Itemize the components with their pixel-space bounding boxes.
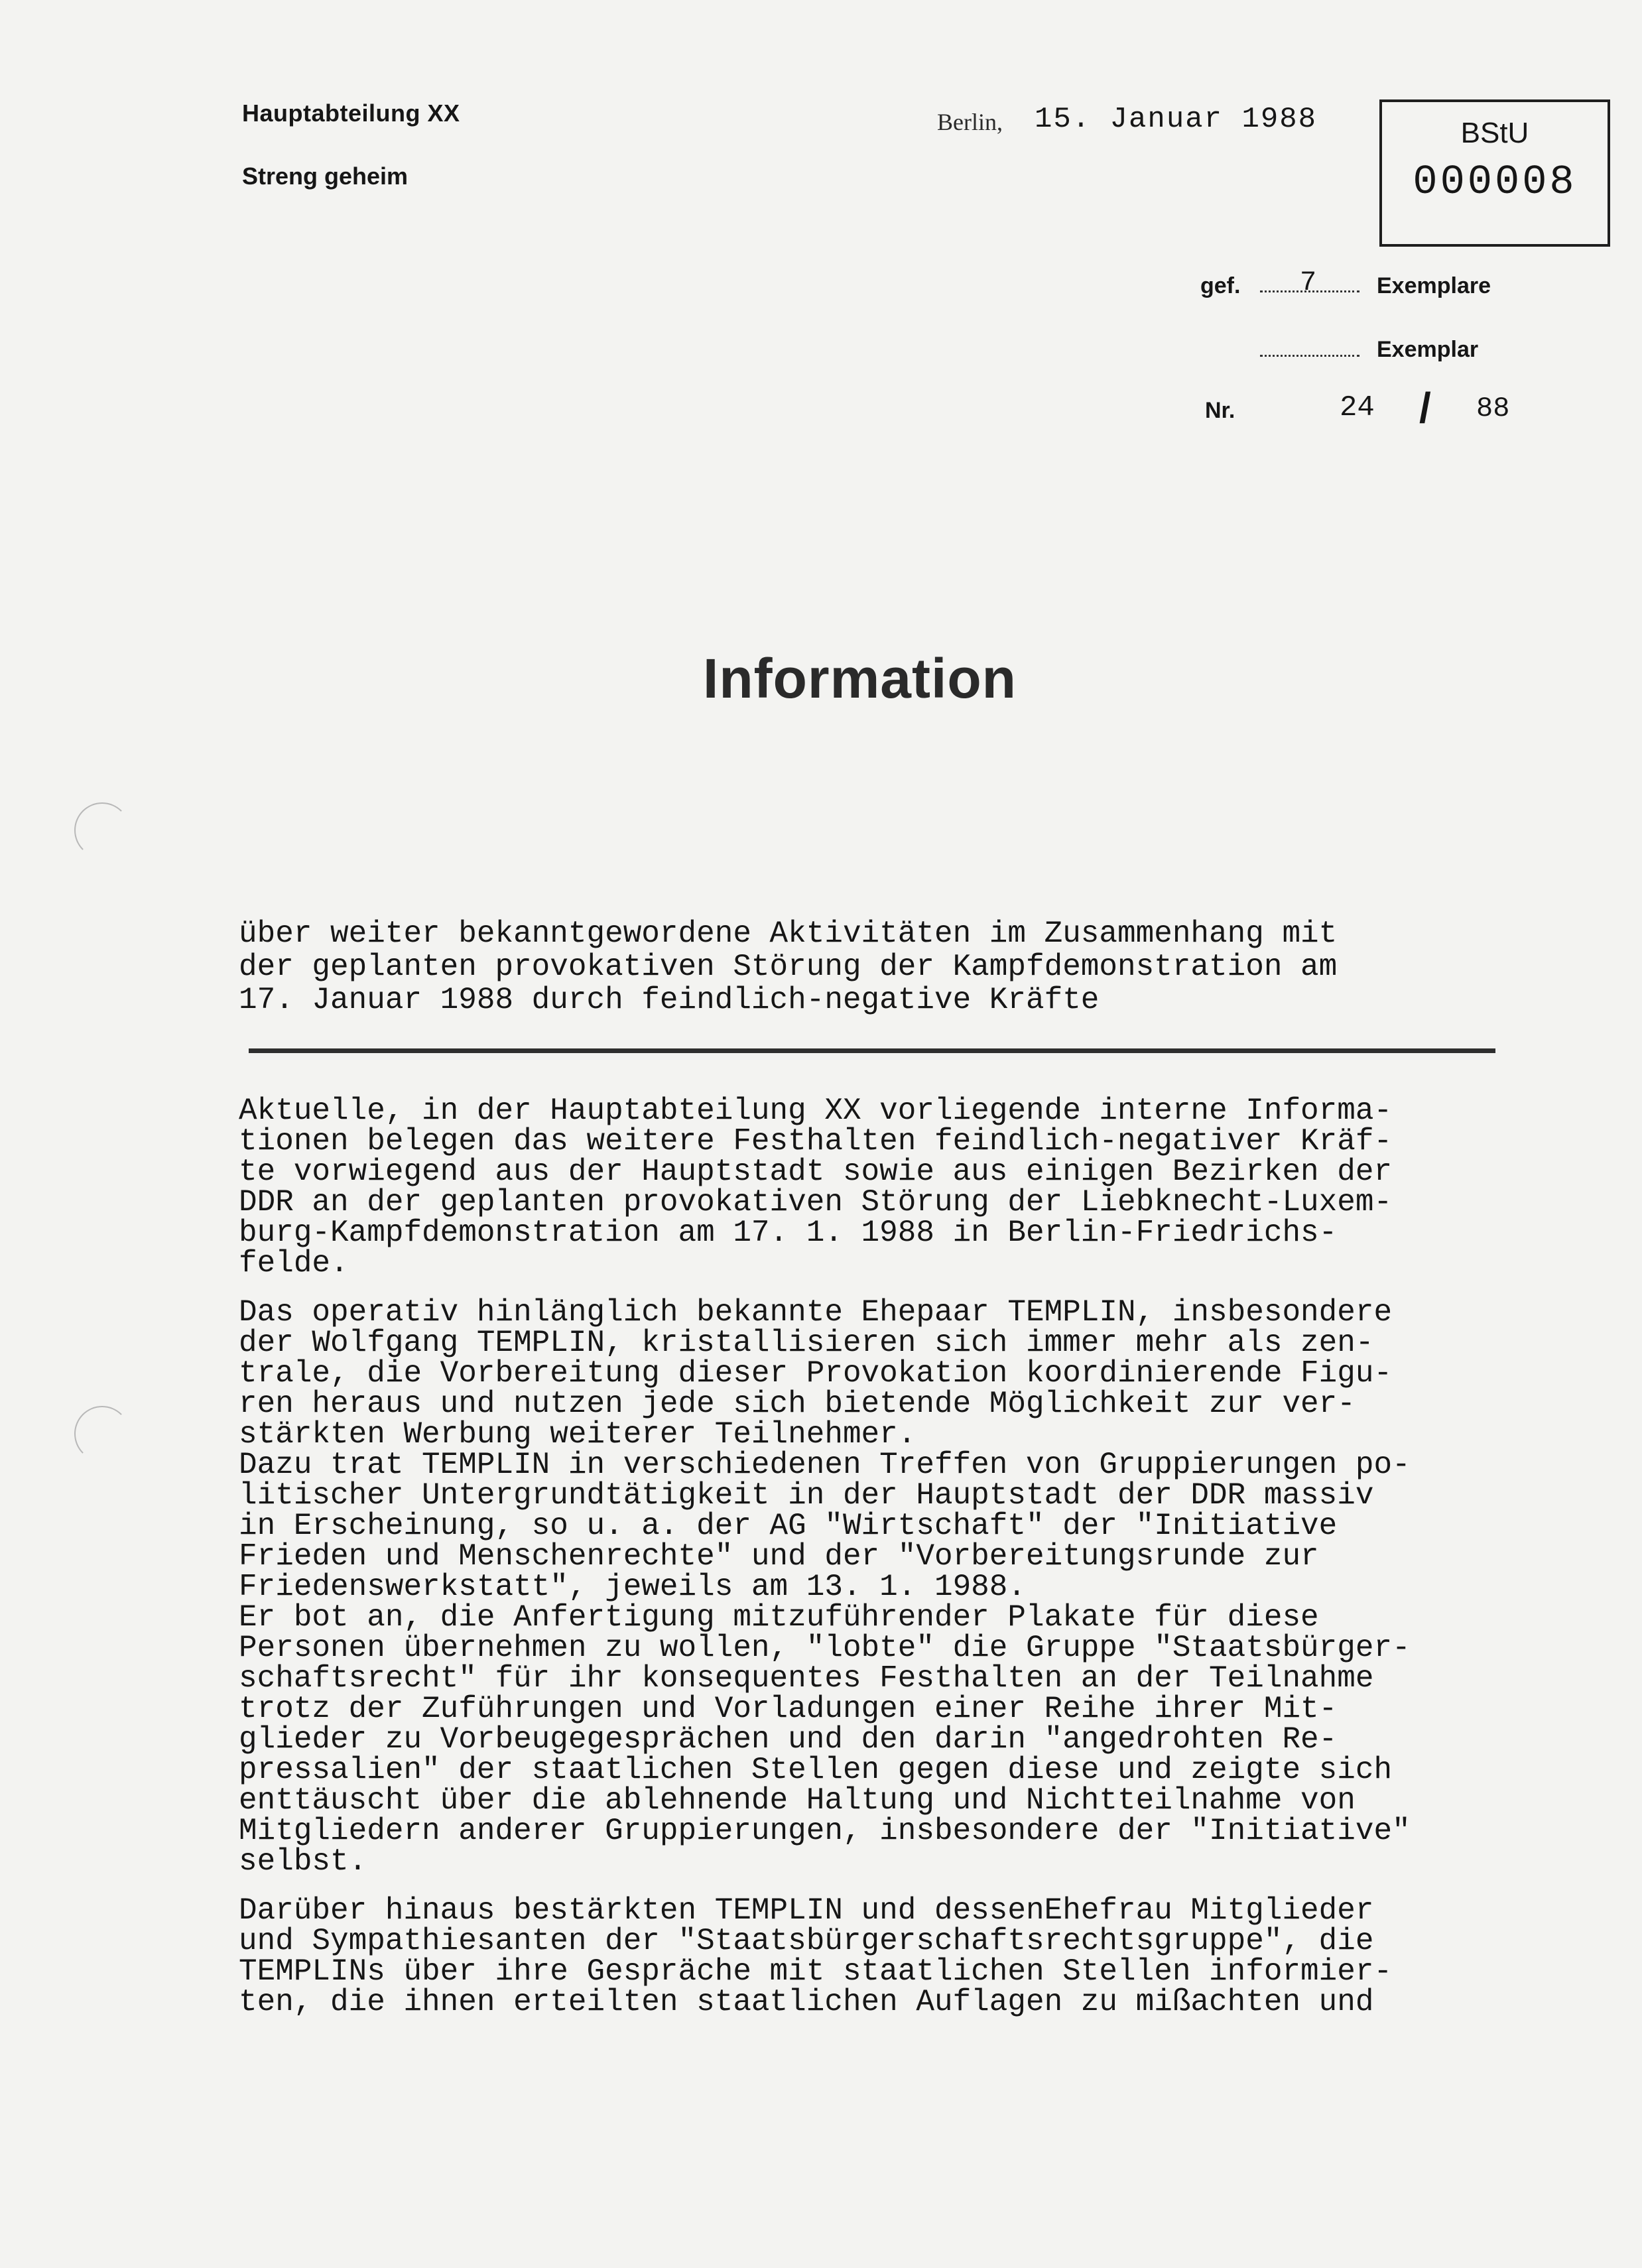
text-line: DDR an der geplanten provokativen Störung der Liebknecht-Luxem-	[239, 1185, 1393, 1220]
subject-block	[239, 917, 1337, 1017]
city-label: Berlin,	[937, 109, 1003, 135]
text-line: burg-Kampfdemonstration am 17. 1. 1988 in Berlin-Friedrichs-	[239, 1216, 1338, 1250]
number-label: Nr.	[1205, 398, 1235, 423]
paragraph	[239, 1297, 1411, 1877]
text-line: trale, die Vorbereitung dieser Provokation koordinierende Figu-	[239, 1356, 1393, 1391]
archive-stamp	[1379, 99, 1610, 247]
department-label: Hauptabteilung XX	[242, 99, 460, 127]
document-year: 88	[1476, 393, 1510, 424]
subject-line: 17. Januar 1988 durch feindlich-negative Kräfte	[239, 983, 1100, 1017]
stamp-label: BStU	[1460, 117, 1529, 149]
text-line: TEMPLINs über ihre Gespräche mit staatlichen Stellen informier-	[239, 1954, 1393, 1989]
copies-made-count: 7	[1300, 267, 1317, 298]
text-line: der Wolfgang TEMPLIN, kristallisieren sich immer mehr als zen-	[239, 1326, 1374, 1360]
classification-label: Streng geheim	[242, 162, 409, 190]
copies-label: Exemplare	[1377, 273, 1491, 298]
text-line: litischer Untergrundtätigkeit in der Hauptstadt der DDR massiv	[239, 1478, 1374, 1513]
text-line: ren heraus und nutzen jede sich bietende Möglichkeit zur ver-	[239, 1387, 1356, 1421]
text-line: pressalien" der staatlichen Stellen gegen diese und zeigte sich	[239, 1753, 1393, 1787]
divider-rule	[249, 1048, 1495, 1053]
document-number: 24	[1340, 391, 1375, 424]
text-line: Darüber hinaus bestärkten TEMPLIN und dessenEhefrau Mitglieder	[239, 1893, 1374, 1928]
paragraph	[239, 1096, 1411, 1279]
text-line: Frieden und Menschenrechte" und der "Vorbereitungsrunde zur	[239, 1539, 1319, 1574]
text-line: te vorwiegend aus der Hauptstadt sowie aus einigen Bezirken der	[239, 1155, 1393, 1189]
body-text	[239, 1096, 1411, 2017]
subject-line: über weiter bekanntgewordene Aktivitäten im Zusammenhang mit	[239, 916, 1338, 951]
subject-line: der geplanten provokativen Störung der Kampfdemonstration am	[239, 950, 1338, 984]
text-line: Dazu trat TEMPLIN in verschiedenen Treffen von Gruppierungen po-	[239, 1448, 1411, 1482]
document-title: Information	[703, 647, 1017, 710]
text-line: ten, die ihnen erteilten staatlichen Auflagen zu mißachten und	[239, 1985, 1374, 2019]
paragraph	[239, 1895, 1411, 2017]
document-date: 15. Januar 1988	[1035, 103, 1318, 136]
dotted-line	[1260, 355, 1359, 357]
number-separator: /	[1419, 384, 1431, 432]
text-line: Aktuelle, in der Hauptabteilung XX vorliegende interne Informa-	[239, 1094, 1393, 1128]
text-line: Das operativ hinlänglich bekannte Ehepaar TEMPLIN, insbesondere	[239, 1295, 1393, 1330]
text-line: Er bot an, die Anfertigung mitzuführender Plakate für diese	[239, 1600, 1319, 1635]
punch-hole-mark	[74, 1406, 130, 1462]
text-line: Mitgliedern anderer Gruppierungen, insbesondere der "Initiative"	[239, 1814, 1411, 1848]
punch-hole-mark	[74, 802, 130, 858]
text-line: schaftsrecht" für ihr konsequentes Festhalten an der Teilnahme	[239, 1661, 1374, 1696]
text-line: Personen übernehmen zu wollen, "lobte" die Gruppe "Staatsbürger-	[239, 1631, 1411, 1665]
text-line: selbst.	[239, 1844, 367, 1879]
text-line: trotz der Zuführungen und Vorladungen einer Reihe ihrer Mit-	[239, 1692, 1338, 1726]
text-line: und Sympathiesanten der "Staatsbürgerschaftsrechtsgruppe", die	[239, 1924, 1374, 1958]
text-line: tionen belegen das weitere Festhalten feindlich-negativer Kräf-	[239, 1124, 1393, 1159]
text-line: glieder zu Vorbeugegesprächen und den darin "angedrohten Re-	[239, 1722, 1338, 1757]
text-line: stärkten Werbung weiterer Teilnehmer.	[239, 1417, 916, 1452]
stamp-number: 000008	[1413, 158, 1577, 206]
text-line: Friedenswerkstatt", jeweils am 13. 1. 1988.	[239, 1570, 1026, 1604]
text-line: enttäuscht über die ablehnende Haltung und Nichtteilnahme von	[239, 1783, 1356, 1818]
text-line: felde.	[239, 1246, 349, 1281]
copy-label: Exemplar	[1377, 337, 1479, 362]
text-line: in Erscheinung, so u. a. der AG "Wirtschaft" der "Initiative	[239, 1509, 1338, 1543]
copies-made-label: gef.	[1200, 273, 1241, 298]
